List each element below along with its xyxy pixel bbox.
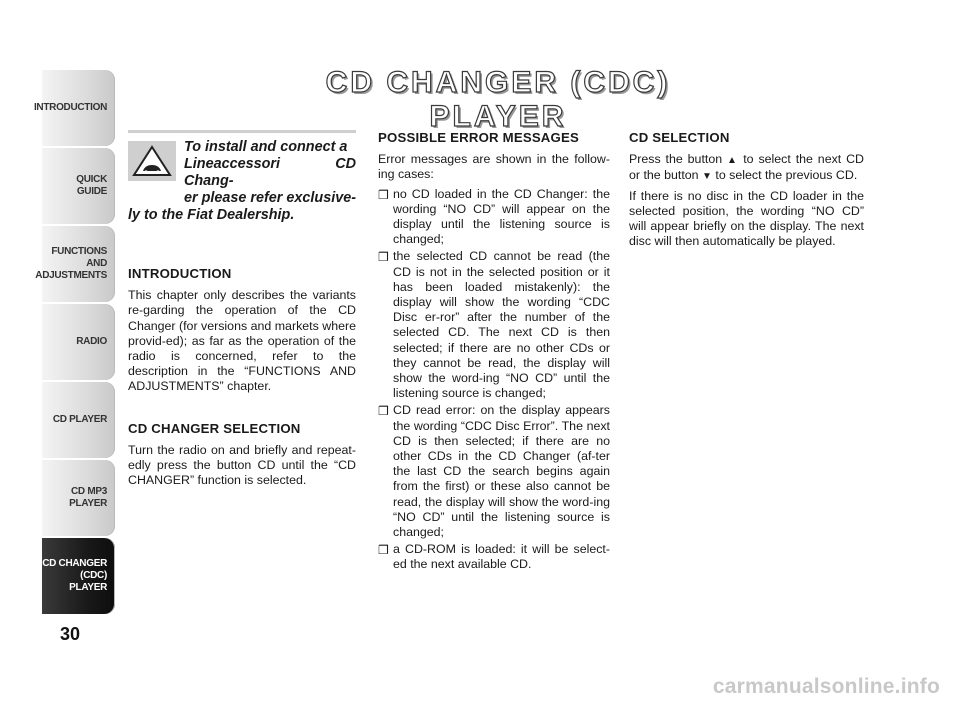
tab-functions-and-adjustments[interactable] [35,226,115,302]
introduction-section [128,266,356,395]
tab-cd-changer-player[interactable] [42,538,115,614]
list-item-text: CD read error: on the display appears the wording “CDC Disc Error”. The next CD is then selected; if there are no other CDs in the CD Changer (af-ter the last CD the search begins again from the first) or these also cannot be read, the display will show the word-ing “NO CD” until the listening source is changed; [393,403,610,540]
note-line: er please refer exclusive- [184,190,356,206]
tab-label: RADIO [76,336,107,347]
list-item-text: the selected CD cannot be read (the CD is not in the selected position or it has been loaded mistakenly): the display will show the wording “CDC Disc er-ror” after the number of the selected CD. The next CD is then selected; if there are no other CDs or they cannot be read, the display will show the word-ing “NO CD” until the listening source is changed; [393,249,610,401]
note-line: ly to the Fiat Dealership. [128,207,295,223]
checkbox-bullet-icon: ❒ [378,404,389,419]
tab-label: CD CHANGER (CDC) PLAYER [42,558,107,593]
text-fragment: to select the next CD or the button [629,152,864,183]
cdc-selection-section [128,421,356,489]
errors-heading: POSSIBLE ERROR MESSAGES [378,130,579,145]
text-fragment: Press the button [629,152,723,167]
column-right [629,130,864,253]
tab-cd-player[interactable] [42,382,115,458]
tab-label: FUNCTIONS AND ADJUSTMENTS [35,246,107,281]
list-item-text: no CD loaded in the CD Changer: the wording “NO CD” will appear on the display until the listening source is changed; [393,186,610,247]
list-item [378,542,610,572]
checkbox-bullet-icon: ❒ [378,187,389,202]
introduction-heading: INTRODUCTION [128,266,232,281]
car-warning-icon [128,141,176,181]
column-middle [378,130,610,575]
tab-label: CD MP3 PLAYER [69,486,107,509]
tab-label: INTRODUCTION [33,102,107,113]
cdc-selection-text: Turn the radio on and briefly and repeat-edly press the button CD until the “CD CHANGER” function is selected. [128,442,356,488]
errors-intro: Error messages are shown in the follow-ing cases: [378,152,610,182]
list-item [378,249,610,401]
down-arrow-icon: ▼ [702,171,712,183]
dealer-note [128,130,356,223]
introduction-text: This chapter only describes the variants re-garding the operation of the CD Changer (for versions and markets where provid-ed); as far as the operation of the radio is concerned, refer to the description in the “FUNCTIONS AND ADJUSTMENTS” chapter. [128,288,356,394]
list-item [378,403,610,540]
note-line: To install and connect a [184,139,348,155]
text-fragment: to select the previous CD. [715,168,858,183]
watermark: carmanualsonline.info [712,675,940,698]
tab-radio[interactable] [42,304,115,380]
tab-label: CD PLAYER [52,414,107,425]
note-line: Lineaccessori CD Chang- [184,156,356,189]
page-title: CD CHANGER (CDC) PLAYER [325,66,671,133]
page-number: 30 [60,624,81,644]
tab-label: QUICK GUIDE [76,174,107,197]
up-arrow-icon: ▲ [727,155,739,167]
tab-quick-guide[interactable] [42,148,115,224]
cd-selection-heading: CD SELECTION [629,130,730,145]
list-item-text: a CD-ROM is loaded: it will be select-ed the next available CD. [393,542,610,572]
cd-selection-text [629,152,864,184]
cd-selection-text-2: If there is no disc in the CD loader in the selected position, the wording “NO CD” will appear briefly on the display. The next disc will then automatically be played. [629,188,864,249]
checkbox-bullet-icon: ❒ [378,250,389,265]
tab-cd-mp3-player[interactable] [42,460,115,536]
cdc-selection-heading: CD CHANGER SELECTION [128,420,301,436]
column-left [128,130,356,492]
checkbox-bullet-icon: ❒ [378,543,389,558]
list-item [378,187,610,248]
tab-introduction[interactable] [33,70,115,146]
